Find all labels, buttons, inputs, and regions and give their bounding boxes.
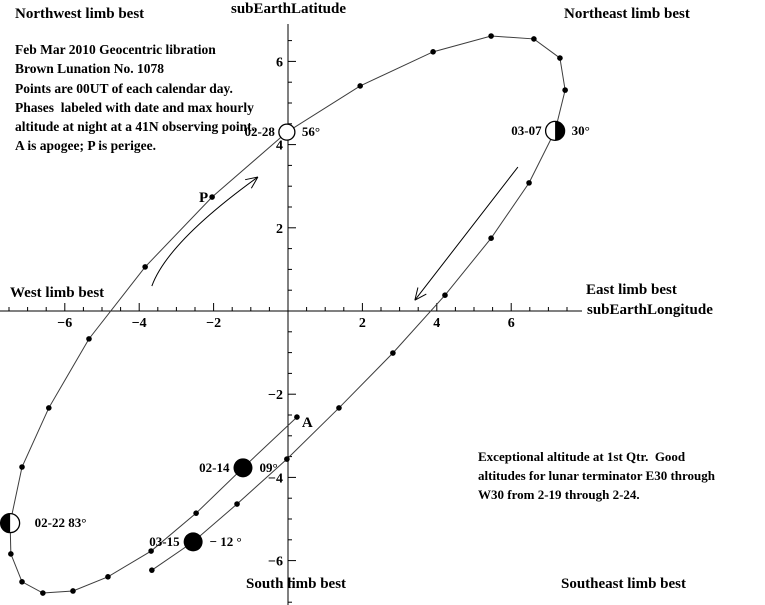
info-line: A is apogee; P is perigee. (15, 138, 156, 154)
x-axis-title: subEarthLongitude (587, 302, 713, 318)
phase-altitude-label: 56° (301, 124, 321, 140)
data-point (193, 510, 199, 516)
y-tick-label: −2 (268, 388, 283, 404)
northwest-limb-label: Northwest limb best (15, 6, 145, 22)
y-tick-label: 2 (276, 221, 283, 237)
note-line: altitudes for lunar terminator E30 through (478, 468, 716, 483)
west-limb-label: West limb best (10, 285, 105, 301)
note-text-block (478, 447, 715, 504)
northeast-limb-label: Northeast limb best (564, 6, 690, 22)
data-point (209, 194, 215, 200)
y-tick-label: −6 (268, 554, 283, 570)
moon-marker-full (245, 124, 321, 140)
moon-marker-new (199, 458, 278, 477)
data-point (336, 405, 342, 411)
info-line: Brown Lunation No. 1078 (15, 61, 165, 77)
x-tick-label: 4 (433, 316, 441, 331)
south-limb-label: South limb best (246, 576, 347, 592)
data-point (488, 235, 494, 241)
data-point (357, 83, 363, 89)
info-text-block (15, 40, 255, 156)
y-tick-label: 4 (276, 138, 283, 154)
moon-marker-last-quarter (511, 121, 590, 140)
phase-date-label: 03-15 (149, 533, 180, 549)
dark-half-left (1, 514, 11, 533)
apsis-label-A: A (301, 415, 313, 432)
note-line: W30 from 2-19 through 2-24. (478, 487, 640, 502)
data-point (562, 87, 568, 93)
phase-date-label: 02-14 (199, 459, 230, 475)
arrow-shaft (415, 167, 518, 300)
direction-arrows (152, 167, 518, 300)
apsis-label-P: P (198, 190, 209, 207)
arrow-head (251, 177, 258, 188)
phase-date-label: 03-07 (511, 122, 542, 138)
data-point (442, 292, 448, 298)
data-point (86, 336, 92, 342)
data-point (40, 590, 46, 596)
info-line: altitude at night at a 41N observing point. (15, 119, 256, 135)
y-tick-label: 6 (276, 55, 283, 71)
data-point (46, 405, 52, 411)
data-point (8, 551, 14, 557)
moon-marker-first-quarter (1, 514, 87, 533)
southeast-limb-label: Southeast limb best (561, 576, 687, 592)
data-point (105, 574, 111, 580)
new-moon-icon (184, 532, 203, 551)
data-point (149, 567, 155, 573)
data-point (19, 579, 25, 585)
phase-date-label: 02-28 (244, 124, 275, 140)
y-axis-title: subEarthLatitude (231, 1, 347, 17)
data-point (284, 456, 290, 462)
data-point (294, 414, 300, 420)
data-point (234, 501, 240, 507)
info-line: Feb Mar 2010 Geocentric libration (15, 42, 216, 57)
x-tick-label: 2 (358, 316, 366, 331)
data-point (19, 464, 25, 470)
new-moon-icon (233, 458, 252, 477)
dark-half-right (555, 121, 564, 140)
data-point (488, 33, 494, 39)
x-tick-label: 6 (507, 316, 515, 331)
phase-label: 02-22 83° (34, 515, 87, 531)
data-point (148, 548, 154, 554)
moon-marker-new (149, 532, 241, 551)
data-point (70, 588, 76, 594)
data-point (430, 49, 436, 55)
x-tick-label: −6 (57, 316, 73, 331)
east-limb-label: East limb best (586, 282, 677, 298)
y-tick-label: −4 (268, 471, 283, 487)
phase-altitude-label: − 12 ° (209, 533, 242, 549)
info-line: Phases labeled with date and max hourly (15, 99, 254, 115)
phase-altitude-label: 30° (571, 122, 590, 138)
data-point (526, 180, 532, 186)
note-line: Exceptional altitude at 1st Qtr. Good (478, 449, 686, 464)
data-point (390, 350, 396, 356)
x-tick-label: −2 (206, 316, 222, 331)
info-line: Points are 00UT of each calendar day. (15, 80, 233, 96)
data-point (557, 55, 563, 61)
x-tick-label: −4 (131, 316, 147, 331)
data-point (531, 36, 537, 42)
phase-altitude-label: 09° (259, 459, 278, 475)
data-point (142, 264, 148, 270)
moon-disk-icon (279, 124, 295, 140)
